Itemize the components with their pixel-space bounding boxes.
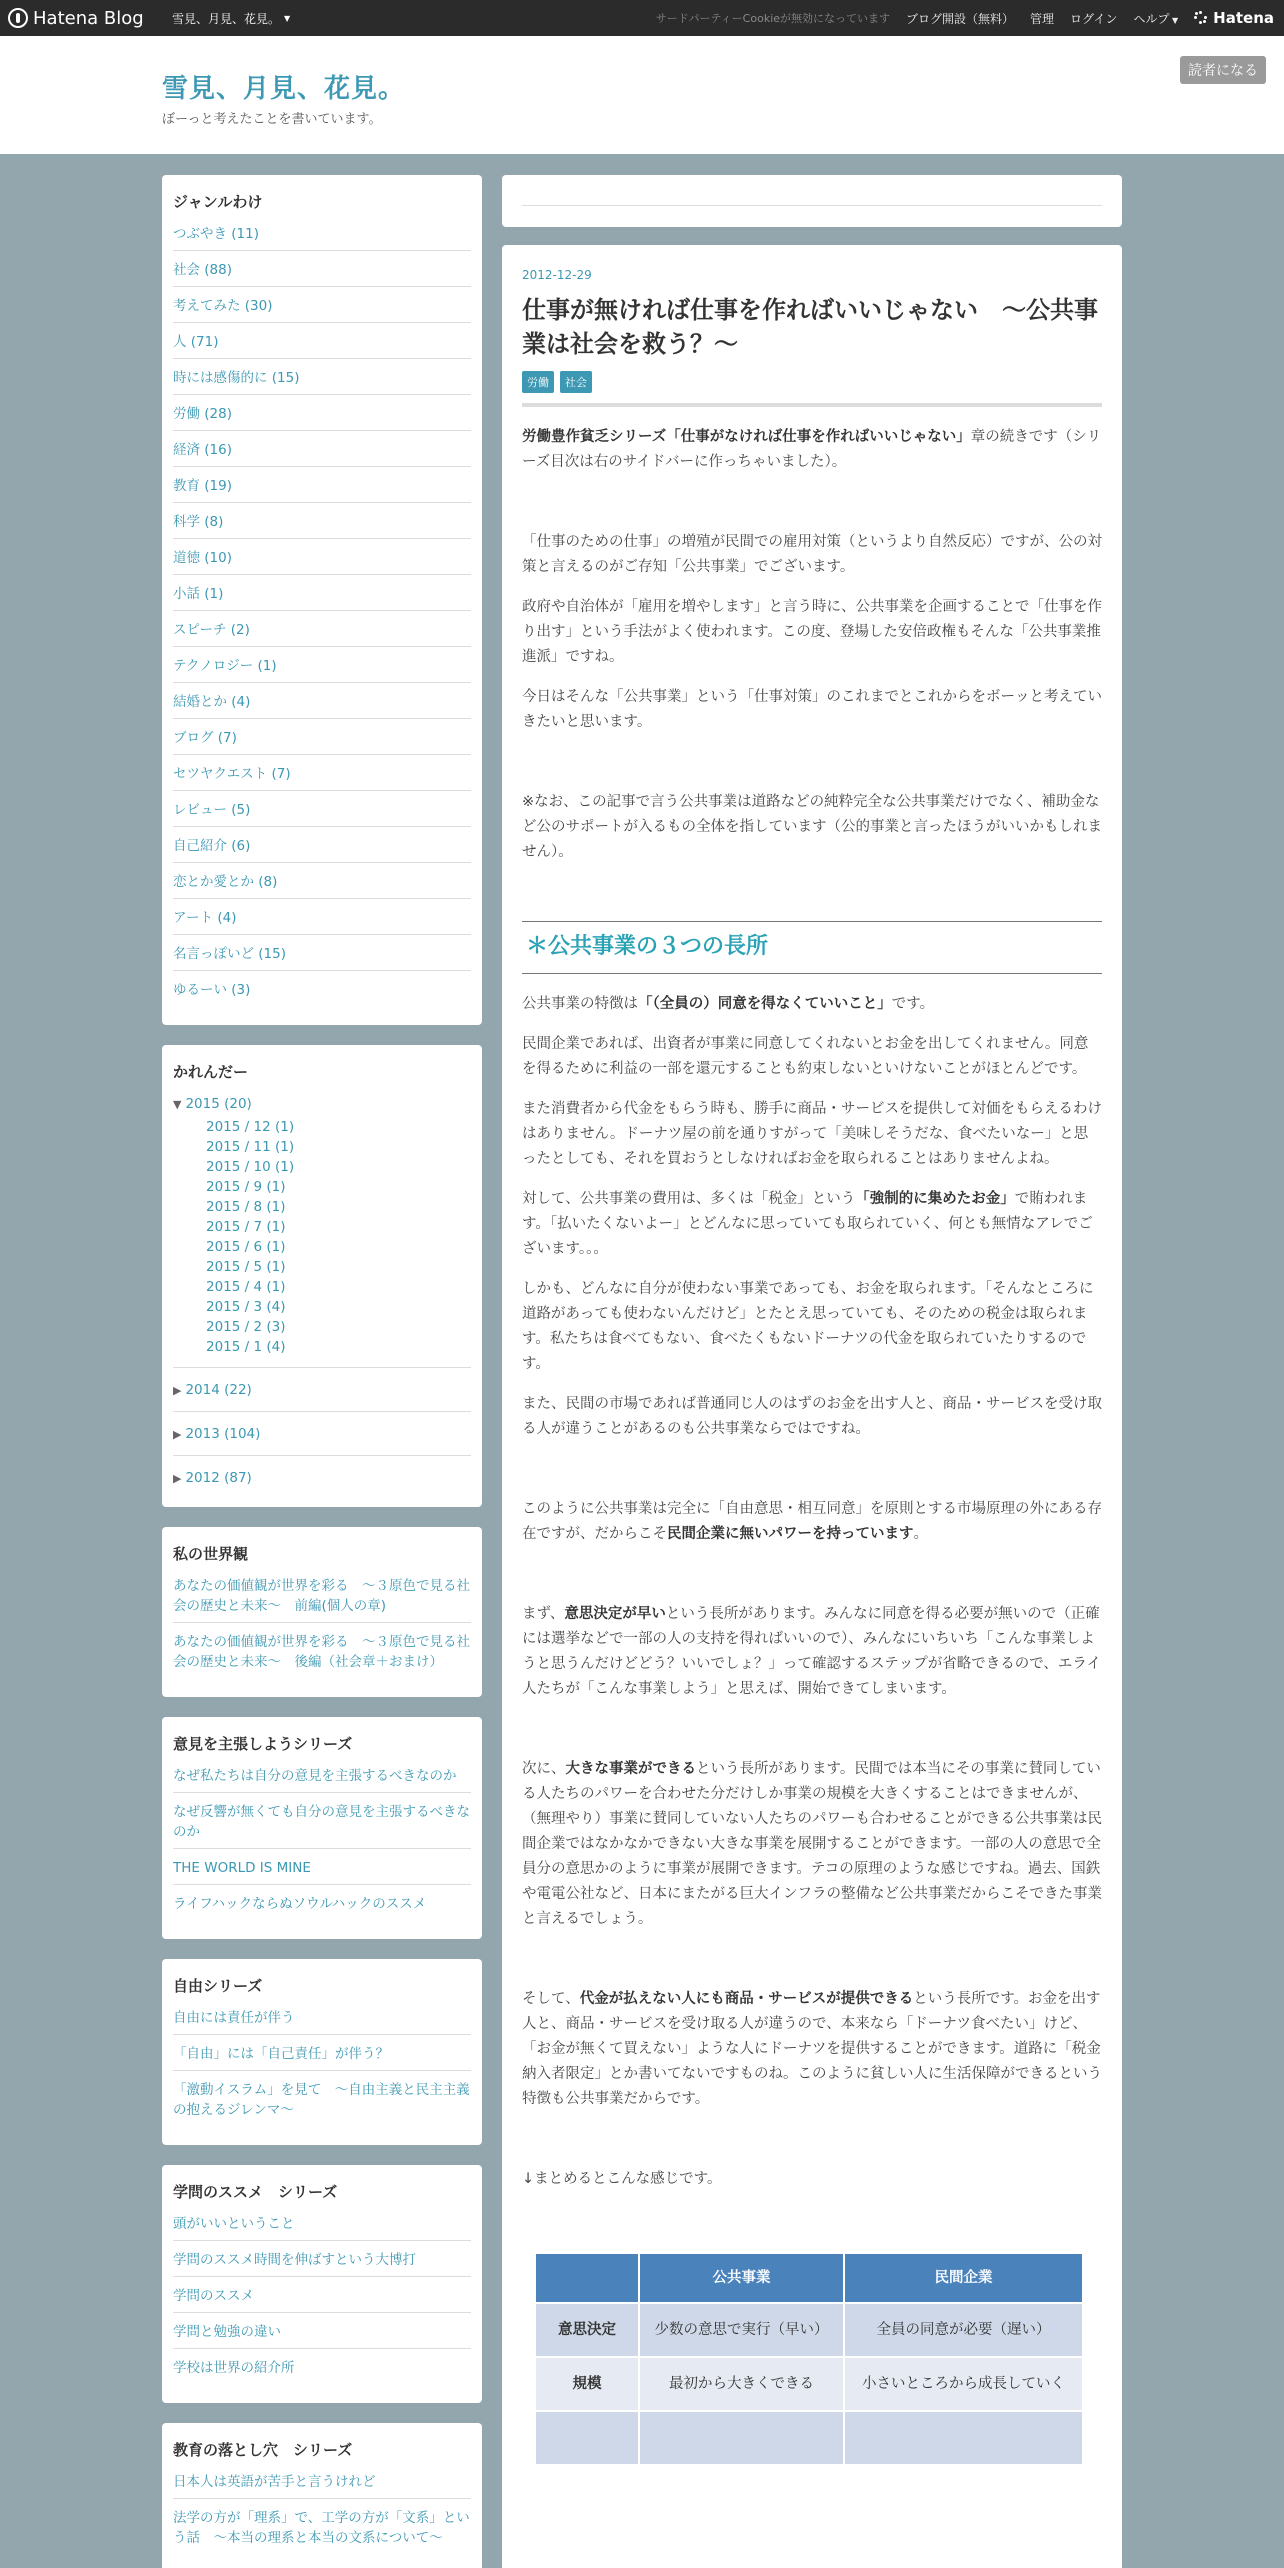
bold-text: 「強制的に集めたお金」 [855,1191,1015,1207]
article-link[interactable]: 学問のススメ [173,2288,254,2304]
divider [173,1455,471,1456]
category-link[interactable]: レビュー (5) [173,802,251,818]
paragraph: 「仕事のための仕事」の増殖が民間での雇用対策（というより自然反応）ですが、公の対策と言えるのがご存知「公共事業」でございます。 [522,534,1102,575]
paragraph: ↓まとめるとこんな感じです。 [522,2171,722,2187]
archive-year-2015[interactable] [173,1094,471,1115]
list-item [173,800,471,827]
archive-year-2013[interactable] [173,1424,471,1445]
paragraph: また、民間の市場であれば普通同じ人のはずのお金を出す人と、商品・サービスを受け取る人が違うことがあるのも公共事業ならではですね。 [522,1396,1102,1437]
list-item [173,2008,471,2035]
article-link[interactable]: 学校は世界の紹介所 [173,2360,295,2376]
entry [502,245,1122,2568]
list-item [173,944,471,971]
hatena-logo[interactable] [1194,9,1274,27]
paragraph [522,1987,1102,2112]
paragraph [522,425,1102,475]
opinion-series-module [162,1717,482,1939]
list-item [173,2214,471,2241]
list-item [173,2508,471,2554]
archive-year-2012[interactable] [173,1468,471,1489]
article-link[interactable]: なぜ反響が無くても自分の意見を主張するべきなのか [173,1804,470,1840]
subscribe-button[interactable]: 読者になる [1180,56,1266,84]
freedom-series-module [162,1959,482,2145]
triangle-right-icon: ▶ [173,1472,182,1485]
entry-date[interactable]: 2012-12-29 [522,268,592,282]
spacer [522,490,1102,530]
archive-month-link[interactable]: 2015 / 2 (3) [206,1319,286,1335]
bold-text: 代金が払えない人にも商品・サービスが提供できる [579,1991,914,2007]
list-item [173,440,471,467]
category-link[interactable]: 道徳 (10) [173,550,233,566]
link-list [173,1576,471,1678]
education-series-module [162,2423,482,2568]
cookie-notice: サードパーティーCookieが無効になっています [655,12,891,25]
section-heading: ＊公共事業の３つの長所 [522,921,1102,974]
category-link[interactable]: 人 (71) [173,334,219,350]
archive-month-link[interactable]: 2015 / 4 (1) [206,1279,286,1295]
main-content [502,175,1122,2568]
text: まず、 [522,1606,565,1622]
module-title: 学問のススメ シリーズ [173,2183,338,2201]
spacer [522,1457,1102,1497]
paragraph: 政府や自治体が「雇用を増やします」と言う時に、公共事業を企画することで「仕事を作り出す」という手法がよく使われます。この度、登場した安倍政権もそんな「公共事業推進派」ですね。 [522,599,1102,665]
list-item [173,1858,471,1885]
table-header-cell [535,2253,639,2303]
table-row [535,2303,1083,2357]
article-link[interactable]: 学問のススメ時間を伸ばすという大博打 [173,2252,416,2268]
archive-month-link[interactable]: 2015 / 3 (4) [206,1299,286,1315]
list-item [173,2250,471,2277]
archive-month-link[interactable]: 2015 / 6 (1) [206,1239,286,1255]
module-title: かれんだー [173,1063,249,1081]
link-list [173,2008,471,2126]
worldview-module [162,1527,482,1697]
category-link[interactable]: 名言っぽいど (15) [173,946,287,962]
spacer [522,1717,1102,1757]
list-item [173,908,471,935]
text: このように公共事業は完全に「自由意思・相互同意」を原則とする市場原理の外にある存在ですが、だからこそ [522,1501,1102,1542]
category-link[interactable]: 恋とか愛とか (8) [173,874,278,890]
list-item [173,2286,471,2313]
sidebar [162,175,482,2568]
table-cell: 全員の同意が必要（遅い） [844,2303,1083,2357]
blog-switcher[interactable] [172,10,290,27]
triangle-right-icon: ▶ [173,1384,182,1397]
archive-month-link[interactable]: 2015 / 11 (1) [206,1139,295,1155]
list-item [173,836,471,863]
paragraph: 民間企業であれば、出資者が事業に同意してくれないとお金を出してくれません。同意を得るために利益の一部を還元することも約束しないといけないことがほとんどです。 [522,1036,1089,1077]
archive-year-label: 2013 (104) [185,1426,261,1442]
article-link[interactable]: なぜ私たちは自分の意見を主張するべきなのか [173,1768,457,1784]
archive-month-link[interactable]: 2015 / 12 (1) [206,1119,295,1135]
article-link[interactable]: THE WORLD IS MINE [173,1860,311,1876]
table-cell [844,2411,1083,2465]
table-header-cell: 民間企業 [844,2253,1083,2303]
table-row-header: 意思決定 [535,2303,639,2357]
bold-text: 意思決定が早い [564,1606,666,1622]
module-title: 自由シリーズ [173,1977,263,1995]
triangle-down-icon: ▼ [173,1098,182,1111]
spacer [522,750,1102,790]
archive-month-link[interactable]: 2015 / 1 (4) [206,1339,286,1355]
archive-year-label: 2014 (22) [185,1382,252,1398]
list-item [173,2322,471,2349]
list-item [173,332,471,359]
category-link[interactable]: 経済 (16) [173,442,233,458]
table-cell: 小さいところから成長していく [844,2357,1083,2411]
list-item [173,368,471,395]
login-link[interactable]: ログイン [1070,11,1118,26]
hatena-logo-text: Hatena [1213,9,1274,27]
list-item [173,1576,471,1623]
divider [173,1367,471,1368]
paragraph: ※なお、この記事で言う公共事業は道路などの純粋完全な公共事業だけでなく、補助金など公のサポートが入るもの全体を指しています（公的事業と言ったほうがいいかもしれません）。 [522,794,1102,860]
archive-month-link[interactable]: 2015 / 8 (1) [206,1199,286,1215]
list-item [173,692,471,719]
archive-month-link[interactable]: 2015 / 5 (1) [206,1259,286,1275]
comparison-table [534,2252,1084,2466]
list-item [173,1802,471,1849]
logo-text: Hatena Blog [33,7,144,29]
list-item [173,2044,471,2071]
bold-text: 「（全員の）同意を得なくていいこと」 [638,996,892,1012]
module-title: 教育の落とし穴 シリーズ [173,2441,353,2459]
table-row-header: 規模 [535,2357,639,2411]
list-item [173,296,471,323]
table-row [535,2411,1083,2465]
blog-title[interactable]: 雪見、月見、花見。 [162,74,406,104]
category-link[interactable]: つぶやき (11) [173,226,260,242]
text: で賄われます。「払いたくないよー」とどんなに思っていても取られていく、何とも無情なアレでございます。。。 [522,1191,1093,1257]
article-link[interactable]: 学問と勉強の違い [173,2324,281,2340]
hatena-dots-icon [1194,11,1208,25]
archive-year-label: 2015 (20) [185,1096,252,1112]
category-link[interactable]: 時には感傷的に (15) [173,370,300,386]
spacer [522,1947,1102,1987]
archive-year-label: 2012 (87) [185,1470,252,1486]
list-item [173,728,471,755]
text: そして、 [522,1991,580,2007]
category-link[interactable]: ゆるーい (3) [173,982,251,998]
category-link[interactable]: 科学 (8) [173,514,224,530]
article-link[interactable]: ライフハックならぬソウルハックのススメ [173,1896,427,1912]
category-link[interactable]: セツヤクエスト (7) [173,766,291,782]
category-link[interactable]: 社会 (88) [173,262,233,278]
list-item [173,404,471,431]
help-menu[interactable] [1133,10,1178,27]
bold-text: 民間企業に無いパワーを持っています [667,1526,914,1542]
list-item [173,2080,471,2126]
top-module [502,175,1122,227]
spacer [522,2127,1102,2167]
link-list [173,2472,471,2554]
divider [522,205,1102,206]
category-link[interactable]: スピーチ (2) [173,622,250,638]
divider [522,403,1102,407]
list-item [173,620,471,647]
link-list [173,1766,471,1920]
list-item [173,656,471,683]
text: 章の続きです（シリーズ目次は右のサイドバーに作っちゃいました）。 [522,429,1102,470]
table-row-header [535,2411,639,2465]
text: という長所があります。みんなに同意を得る必要が無いので（正確には選挙などで一部の人の支持を得ればいいので）、みんなにいちいち「こんな事業しようと思うんだけどどう？いいでしょ？」って確認するステップが省略できるので、エライ人たちが「こんな事業しよう」と思えば、開始できてしまいます。 [522,1606,1101,1697]
paragraph [522,1757,1102,1932]
category-link[interactable]: 自己紹介 (6) [173,838,251,854]
bold-text: 労働豊作貧乏シリーズ「仕事がなければ仕事を作ればいいじゃない」 [522,429,971,445]
list-item [173,584,471,611]
paragraph: 今日はそんな「公共事業」という「仕事対策」のこれまでとこれからをボーッと考えていきたいと思います。 [522,689,1102,730]
spacer [522,1562,1102,1602]
module-title: ジャンルわけ [173,193,263,211]
paragraph [522,992,1102,1017]
global-nav [656,0,1274,36]
category-badge[interactable]: 労働 [522,371,554,393]
category-link[interactable]: 小話 (1) [173,586,224,602]
article-link[interactable]: あなたの価値観が世界を彩る ～３原色で見る社会の歴史と未来～ 後編（社会章＋おまけ） [173,1634,470,1670]
text: 次に、 [522,1761,566,1777]
blog-switcher-label: 雪見、月見、花見。 [172,12,281,26]
text: です。 [891,996,935,1012]
category-link[interactable]: 結婚とか (4) [173,694,251,710]
calendar-module [162,1045,482,1507]
triangle-right-icon: ▶ [173,1428,182,1441]
global-header [0,0,1284,36]
entry-title[interactable]: 仕事が無ければ仕事を作ればいいじゃない ～公共事業は社会を救う？～ [522,296,1098,358]
start-blog-link[interactable]: ブログ開設（無料） [906,11,1015,26]
text: 公共事業の特徴は [522,996,638,1012]
article-link[interactable]: 「激動イスラム」を見て ～自由主義と民主主義の抱えるジレンマ～ [173,2082,470,2118]
list-item [173,2472,471,2499]
admin-link[interactable]: 管理 [1030,11,1055,26]
paragraph [522,1187,1102,1262]
list-item [173,512,471,539]
genre-module [162,175,482,1025]
article-link[interactable]: 法学の方が「理系」で、工学の方が「文系」という話 ～本当の理系と本当の文系について～ [173,2510,470,2546]
category-link[interactable]: アート (4) [173,910,237,926]
archive-year-2014[interactable] [173,1380,471,1401]
blog-description: ぼーっと考えたことを書いています。 [162,112,382,127]
entry-categories [522,371,1102,393]
list-item [173,872,471,899]
list-item [173,1894,471,1920]
blog-header [0,36,1284,154]
article-link[interactable]: 自由には責任が伴う [173,2010,295,2026]
table-cell [639,2411,844,2465]
hatena-blog-logo-icon [8,8,28,28]
table-header-row [535,2253,1083,2303]
help-label: ヘルプ [1133,11,1170,26]
category-link[interactable]: 教育 (19) [173,478,233,494]
article-link[interactable]: 頭がいいということ [173,2216,295,2232]
list-item [173,980,471,1006]
category-list [173,224,471,1006]
category-link[interactable]: 労働 (28) [173,406,233,422]
module-title: 意見を主張しようシリーズ [173,1735,353,1753]
paragraph [522,1497,1102,1547]
archive-month-list [173,1117,471,1357]
paragraph [522,1602,1102,1702]
category-link[interactable]: 考えてみた (30) [173,298,273,314]
bold-text: 大きな事業ができる [565,1761,696,1777]
list-item [173,2358,471,2384]
list-item [173,224,471,251]
list-item [173,476,471,503]
module-title: 私の世界観 [173,1545,249,1563]
learning-series-module [162,2165,482,2403]
archive-month-link[interactable]: 2015 / 9 (1) [206,1179,286,1195]
table-header-cell: 公共事業 [639,2253,844,2303]
link-list [173,2214,471,2384]
caret-down-icon: ▼ [1169,15,1179,25]
paragraph: しかも、どんなに自分が使わない事業であっても、お金を取られます。「そんなところに道路があっても使わないんだけど」とたとえ思っていても、そのための税金は取られます。私たちは食べてもない、食べたくもないドーナツの代金を取られていたりするのです。 [522,1281,1094,1372]
article-link[interactable]: 日本人は英語が苦手と言うけれど [173,2474,376,2490]
article-link[interactable]: あなたの価値観が世界を彩る ～３原色で見る社会の歴史と未来～ 前編(個人の章) [173,1578,470,1614]
divider [173,1411,471,1412]
table-row [535,2357,1083,2411]
text: 対して、公共事業の費用は、多くは「税金」という [522,1191,856,1207]
list-item [173,548,471,575]
category-link[interactable]: ブログ (7) [173,730,237,746]
category-link[interactable]: テクノロジー (1) [173,658,277,674]
category-badge[interactable]: 社会 [560,371,592,393]
hatena-blog-logo[interactable] [8,6,144,30]
archive-month-link[interactable]: 2015 / 10 (1) [206,1159,295,1175]
caret-down-icon: ▼ [284,14,291,23]
paragraph: また消費者から代金をもらう時も、勝手に商品・サービスを提供して対価をもらえるわけはありません。ドーナツ屋の前を通りすがって「美味しそうだな、食べたいなー」と思ったとしても、それを買おうとしなければお金を取られることはありませんよね。 [522,1101,1102,1167]
article-link[interactable]: 「自由」には「自己責任」が伴う？ [173,2046,389,2062]
list-item [173,260,471,287]
table-cell: 少数の意思で実行（早い） [639,2303,844,2357]
text: という長所です。お金を出す人と、商品・サービスを受け取る人が違うので、本来なら「ドーナツ食べたい」けど、「お金が無くて買えない」ような人にドーナツを提供することができます。道路に「税金納入者限定」とか書いてないですものね。このように貧しい人に生活保障ができるという特徴も公共事業だからです。 [522,1991,1102,2107]
entry-body [522,425,1102,2466]
list-item [173,1632,471,1678]
text: という長所があります。民間では本当にその事業に賛同している人たちのパワーを合わせた分だけしか事業の規模を大きくすることはできませんが、（無理やり）事業に賛同していない人たちのパワーも合わせることができる公共事業は民間企業ではなかなかできない大きな事業を展開することができます。一部の人の意思で全員分の意思かのように事業が展開できます。テコの原理のような感じですね。過去、国鉄や電電公社など、日本にまたがる巨大インフラの整備など公共事業だからこそできた事業と言えるでしょう。 [522,1761,1102,1927]
archive-month-link[interactable]: 2015 / 7 (1) [206,1219,286,1235]
list-item [173,764,471,791]
list-item [173,1766,471,1793]
text: 。 [913,1526,928,1542]
table-cell: 最初から大きくできる [639,2357,844,2411]
